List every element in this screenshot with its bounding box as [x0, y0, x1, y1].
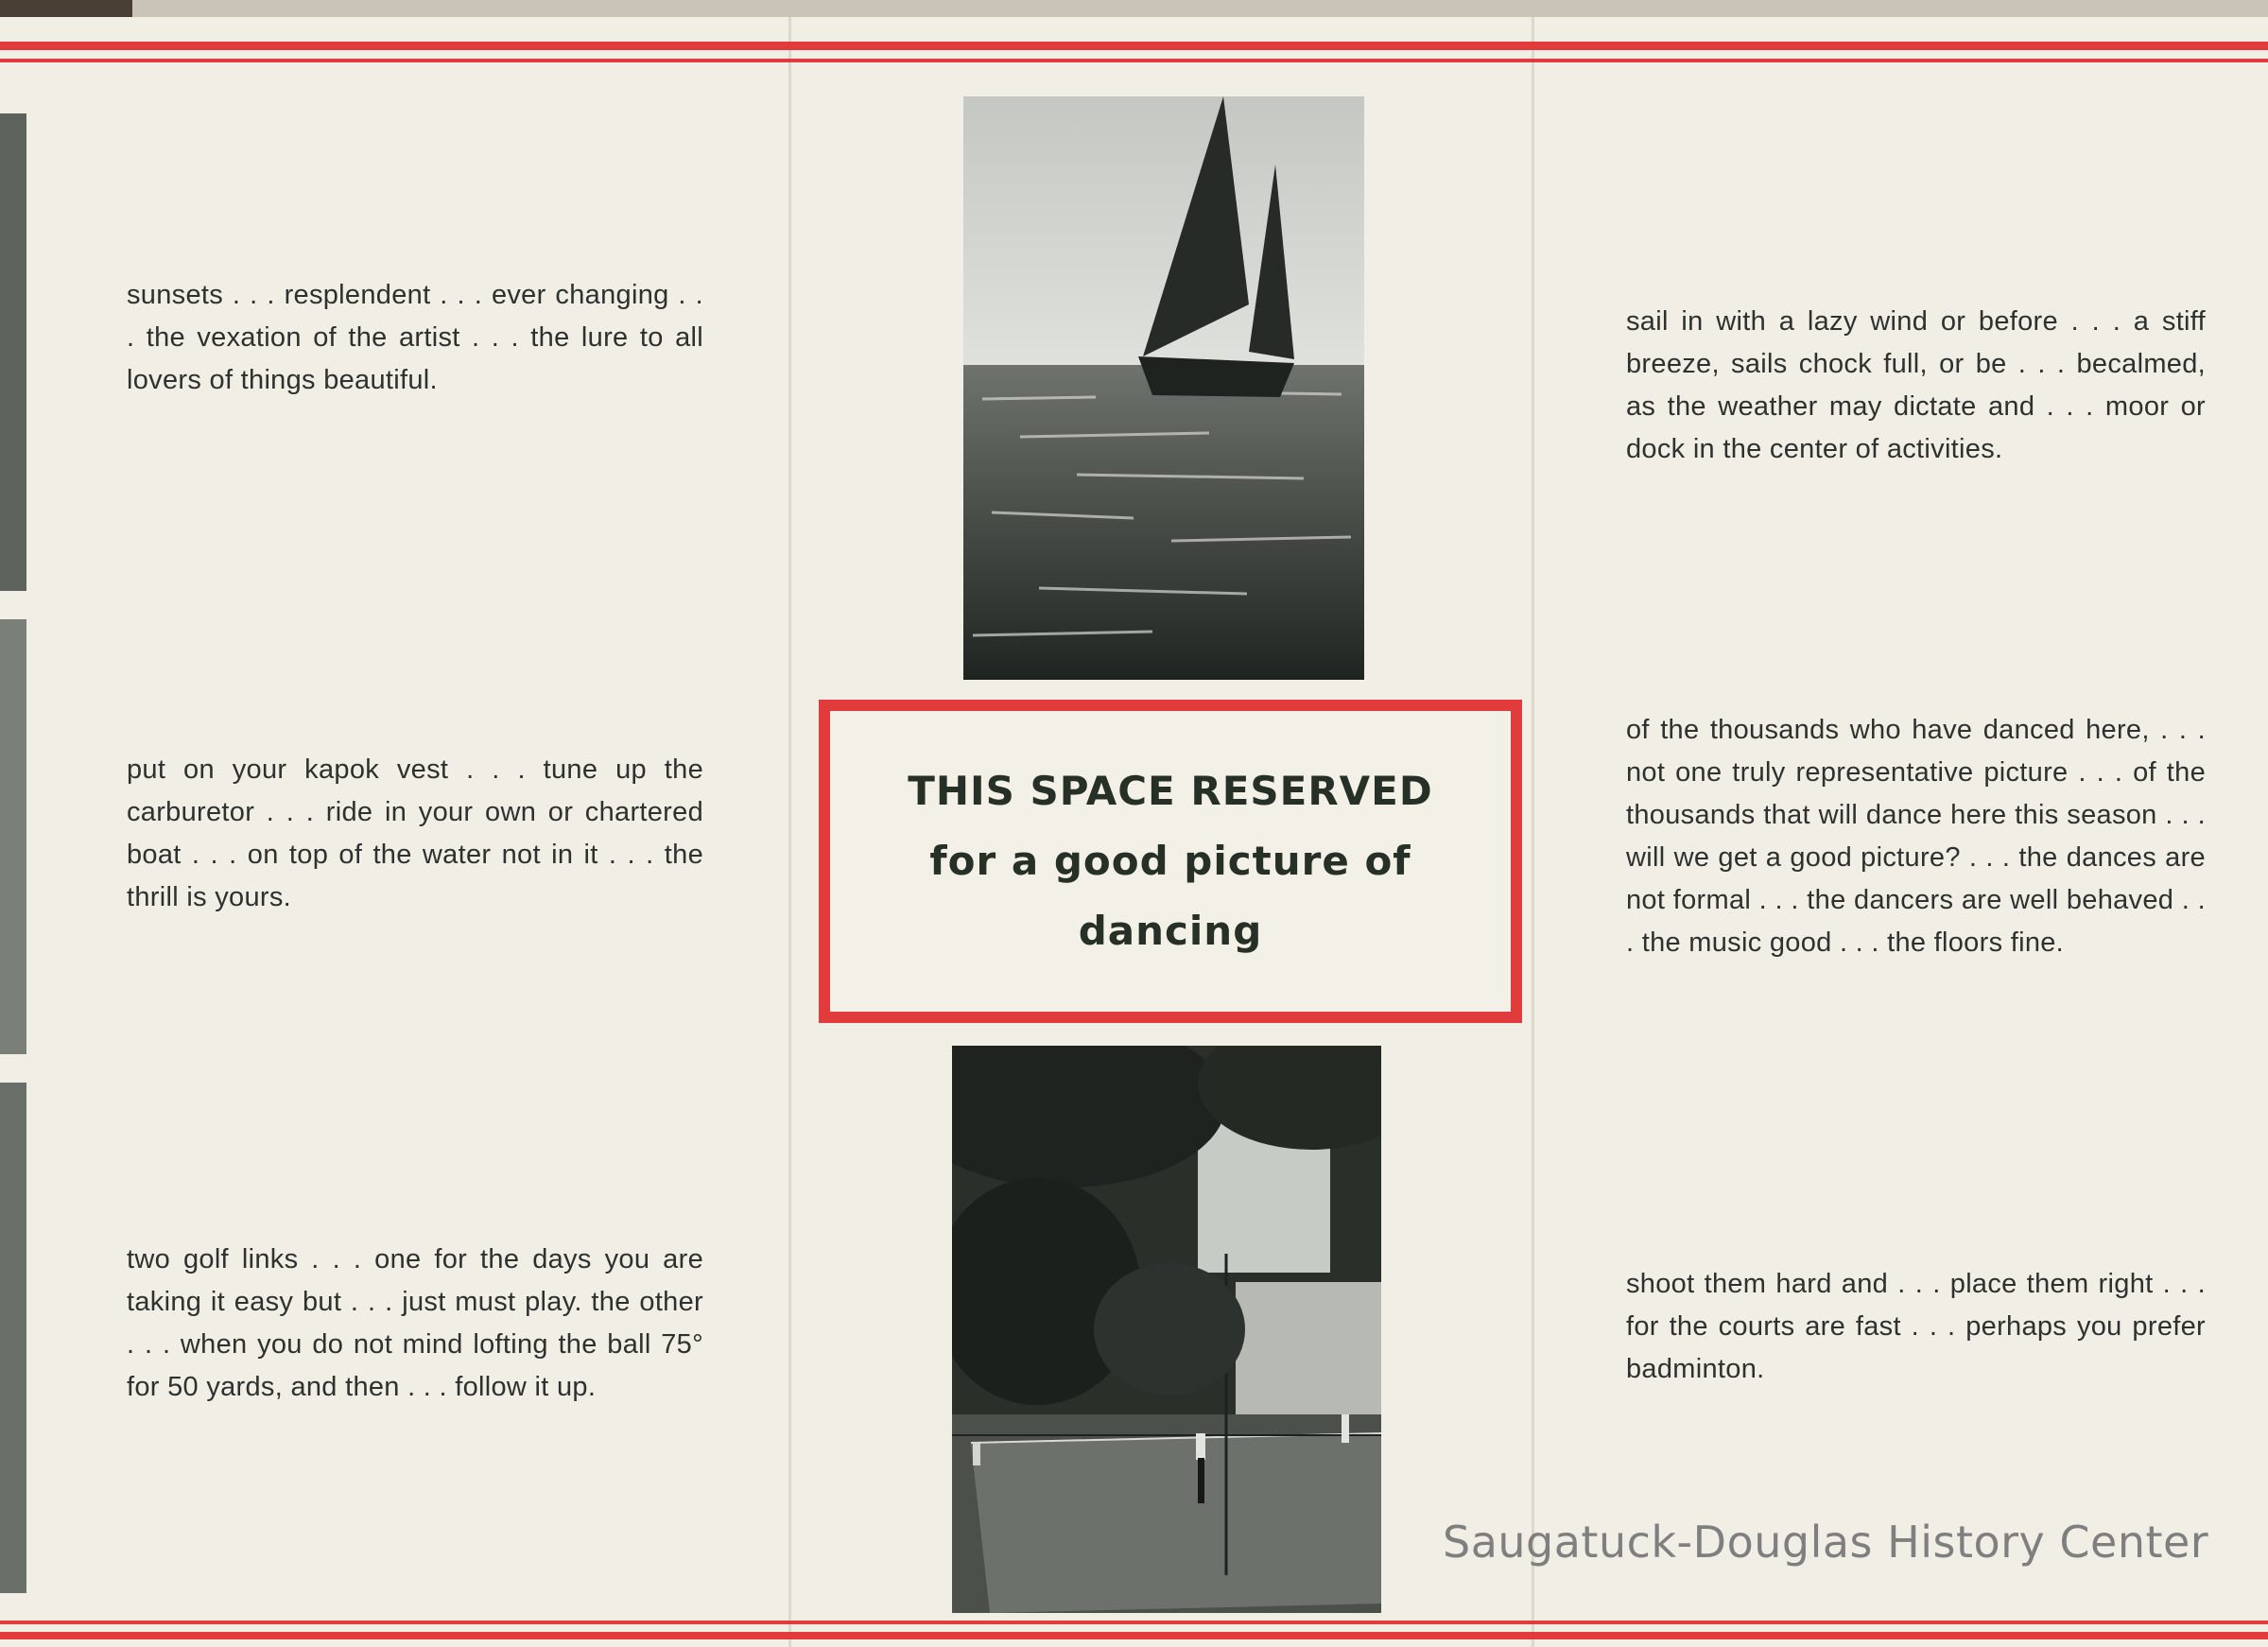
left-paragraph-sunsets: sunsets . . . resplendent . . . ever changing . . . the vexation of the artist . . . the lure to all lovers of things beautiful. [127, 280, 703, 395]
right-paragraph-dancing: of the thousands who have danced here, . . . not one truly representative picture . . . of the thousands that will dance here this season . . . will we get a good picture? . . . the dances are not formal . . . the dancers are well behaved . . . the music good . . . the floors fine. [1626, 715, 2206, 958]
left-paragraph-golf: two golf links . . . one for the days you are taking it easy but . . . just must play. the other . . . when you do not mind lofting the ball 75° for 50 yards, and then . . . follow it up. [127, 1244, 703, 1402]
sailboat-image [963, 96, 1364, 680]
left-edge-photo-1 [0, 113, 26, 591]
top-red-stripe-thin [0, 59, 2268, 62]
reserved-line-2: for a good picture of [929, 838, 1411, 884]
tennis-court-image [952, 1046, 1381, 1613]
bottom-red-stripe-thick [0, 1632, 2268, 1639]
bottom-red-stripe-thin [0, 1621, 2268, 1624]
reserved-line-3: dancing [1078, 908, 1263, 954]
reserved-space-box [819, 700, 1522, 1023]
reserved-line-1: THIS SPACE RESERVED [908, 768, 1433, 814]
fold-line-right [1532, 17, 1534, 1647]
top-red-stripe-thick [0, 42, 2268, 50]
left-edge-photo-2 [0, 619, 26, 1054]
right-paragraph-tennis: shoot them hard and . . . place them right . . . for the courts are fast . . . perhaps you prefer badminton. [1626, 1269, 2206, 1384]
left-paragraph-boating: put on your kapok vest . . . tune up the carburetor . . . ride in your own or chartered boat . . . on top of the water not in it . . . the thrill is yours. [127, 754, 703, 912]
right-paragraph-sailing: sail in with a lazy wind or before . . . a stiff breeze, sails chock full, or be . . . becalmed, as the weather may dictate and . . . moor or dock in the center of activities. [1626, 306, 2206, 464]
history-center-watermark: Saugatuck-Douglas History Center [1443, 1517, 2209, 1568]
sailboat-photo [963, 96, 1364, 680]
fold-line-left [788, 17, 791, 1647]
left-edge-photo-3 [0, 1083, 26, 1593]
reserved-space-text [887, 756, 1454, 966]
tennis-court-photo [952, 1046, 1381, 1613]
